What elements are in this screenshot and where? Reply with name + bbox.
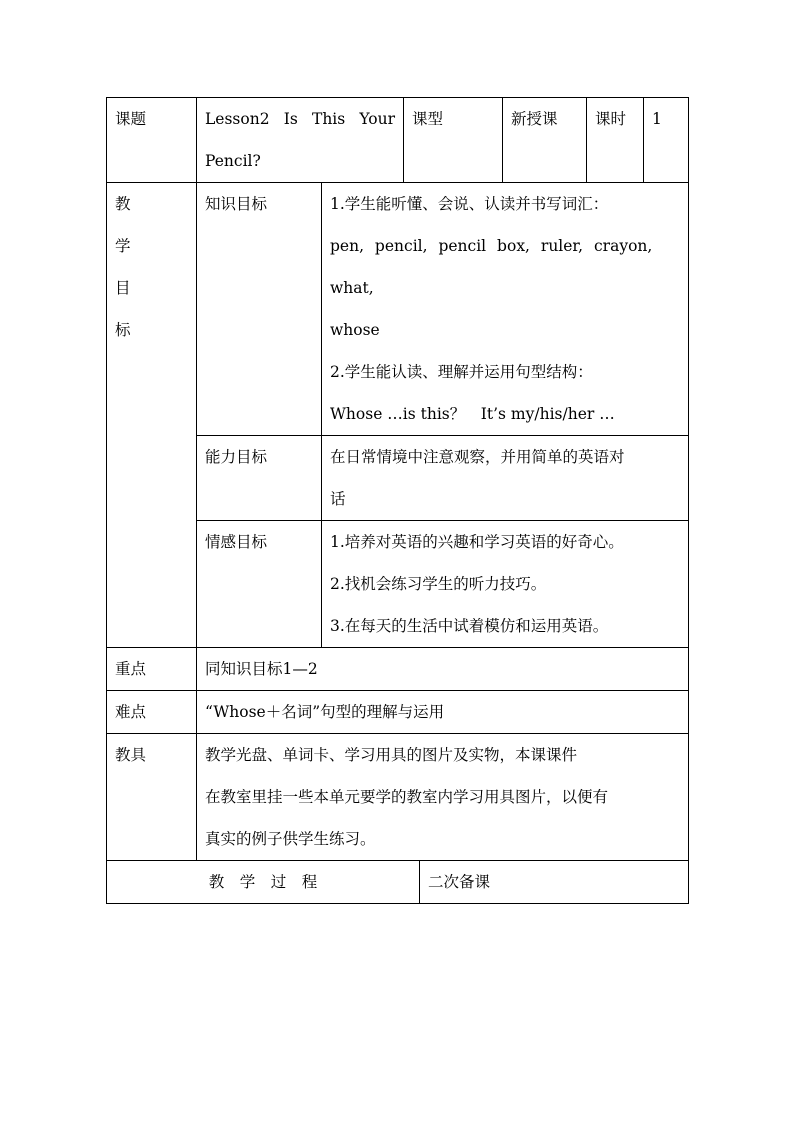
second-prep-label: 二次备课 <box>420 861 689 904</box>
key-points-value: 同知识目标1—2 <box>197 648 689 691</box>
header-row <box>107 98 689 183</box>
topic-label: 课题 <box>107 98 197 183</box>
period-label: 课时 <box>587 98 644 183</box>
teaching-aids-label: 教具 <box>107 734 197 861</box>
emotion-content <box>322 521 689 648</box>
knowledge-line: Whose …is this？ It’s my/his/her … <box>330 405 615 423</box>
teaching-aids-content <box>197 734 689 861</box>
emotion-label: 情感目标 <box>197 521 322 648</box>
process-header-row <box>107 861 689 904</box>
key-points-label: 重点 <box>107 648 197 691</box>
teaching-aids-line: 在教室里挂一些本单元要学的教室内学习用具图片，以便有 <box>205 788 609 806</box>
emotion-line: 2.找机会练习学生的听力技巧。 <box>330 575 547 593</box>
emotion-line: 1.培养对英语的兴趣和学习英语的好奇心。 <box>330 533 624 551</box>
teaching-aids-line: 教学光盘、单词卡、学习用具的图片及实物，本课课件 <box>205 746 578 764</box>
lesson-plan-table <box>106 97 689 904</box>
ability-content <box>322 436 689 521</box>
objectives-label-char: 教 <box>115 195 131 213</box>
difficulties-value: “Whose＋名词”句型的理解与运用 <box>197 691 689 734</box>
objectives-label-char: 标 <box>115 321 131 339</box>
knowledge-content <box>322 183 689 436</box>
knowledge-line: 2.学生能认读、理解并运用句型结构： <box>330 363 593 381</box>
teaching-aids-row <box>107 734 689 861</box>
difficulties-row <box>107 691 689 734</box>
knowledge-line: whose <box>330 321 380 339</box>
key-points-row <box>107 648 689 691</box>
ability-label: 能力目标 <box>197 436 322 521</box>
teaching-aids-line: 真实的例子供学生练习。 <box>205 830 376 848</box>
objectives-label-char: 目 <box>115 279 131 297</box>
difficulties-label: 难点 <box>107 691 197 734</box>
knowledge-line: 1.学生能听懂、会说、认读并书写词汇： <box>330 195 609 213</box>
knowledge-row <box>107 183 689 436</box>
period-value: 1 <box>644 98 689 183</box>
ability-line: 在日常情境中注意观察，并用简单的英语对 <box>330 448 625 466</box>
knowledge-line: pen, pencil, pencil box, ruler, crayon, what, <box>330 237 653 297</box>
knowledge-label: 知识目标 <box>197 183 322 436</box>
type-value: 新授课 <box>503 98 587 183</box>
type-label: 课型 <box>404 98 503 183</box>
process-label: 教 学 过 程 <box>107 861 420 904</box>
objectives-label-char: 学 <box>115 237 131 255</box>
ability-line: 话 <box>330 490 346 508</box>
topic-value: Lesson2 Is This Your Pencil? <box>197 98 404 183</box>
emotion-line: 3.在每天的生活中试着模仿和运用英语。 <box>330 617 609 635</box>
objectives-label <box>107 183 197 648</box>
